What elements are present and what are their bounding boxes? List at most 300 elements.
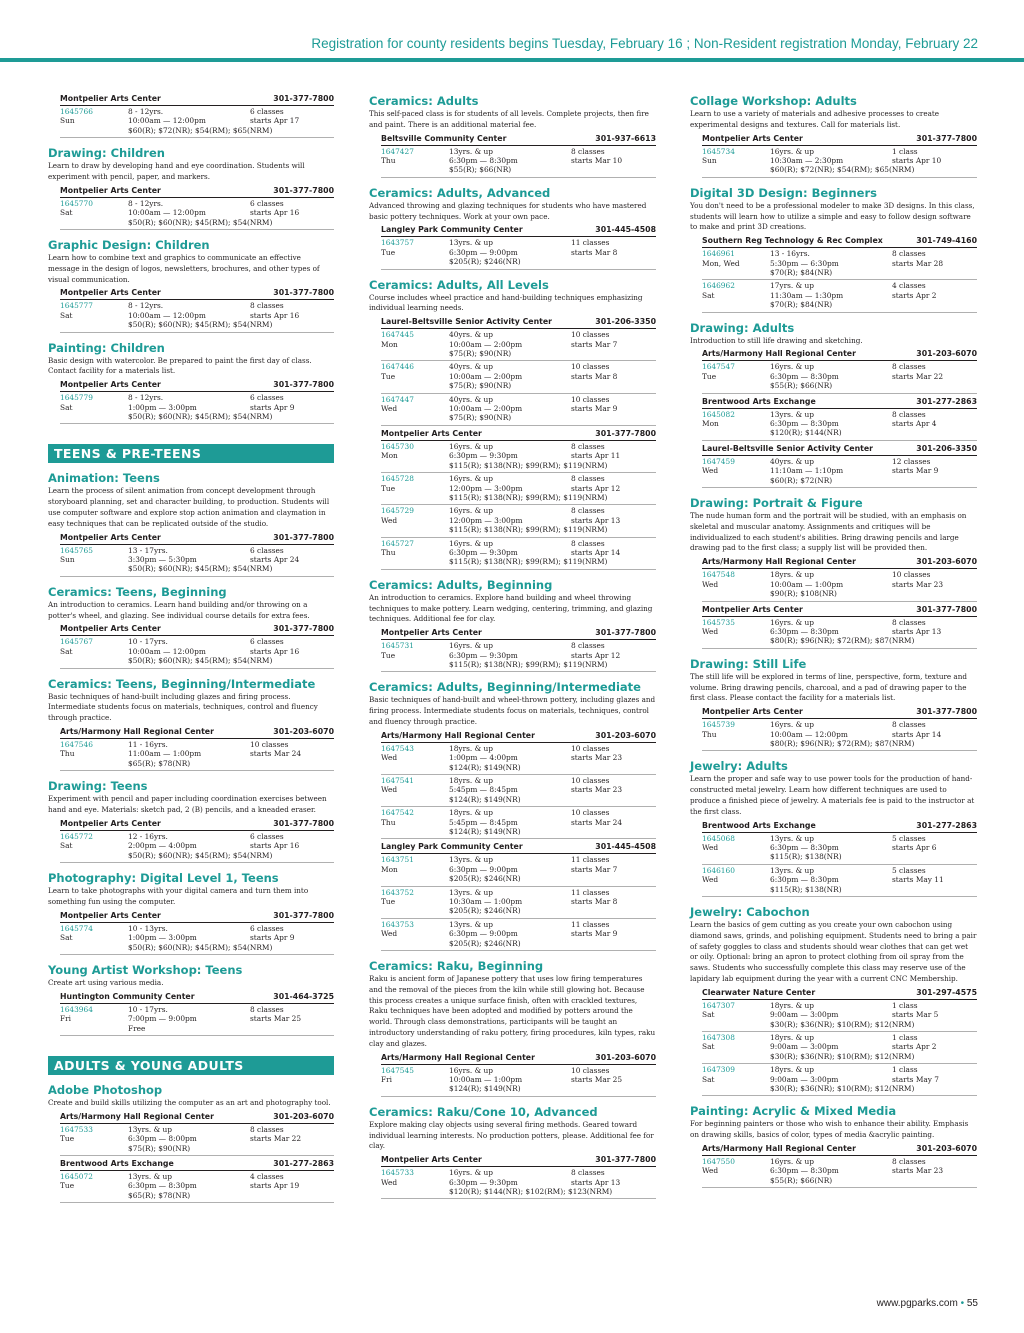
- session-time: 11:30am — 1:30pm: [770, 290, 844, 300]
- session-day: Tue: [60, 1181, 75, 1191]
- location-header: [381, 628, 656, 640]
- course-code[interactable]: 1645729: [381, 506, 414, 516]
- session-start: starts Mar 23: [892, 1166, 944, 1176]
- session-start: starts Apr 13: [571, 1177, 621, 1187]
- session-detail-cell: [770, 457, 892, 485]
- location-header: [381, 225, 656, 237]
- session-detail-cell: [449, 808, 571, 836]
- session-code-cell: [381, 238, 449, 266]
- session-ages: 40yrs. & up: [449, 330, 494, 340]
- session-detail-cell: [128, 1005, 250, 1033]
- session-code-cell: [60, 924, 128, 952]
- session-classes: 6 classes: [250, 198, 284, 208]
- session-code-cell: [60, 546, 128, 574]
- session-count-cell: [571, 362, 656, 390]
- course-code[interactable]: 1645766: [60, 107, 93, 116]
- session-row: [381, 329, 656, 361]
- session-classes: 8 classes: [571, 538, 605, 548]
- course-title: Graphic Design: Children: [48, 238, 210, 253]
- session-ages: 16yrs. & up: [449, 506, 494, 516]
- session-time: 10:00am — 12:00pm: [128, 116, 206, 126]
- course-block: [369, 1105, 656, 1200]
- course-code[interactable]: 1645082: [702, 409, 735, 419]
- course-title: Drawing: Children: [48, 146, 165, 161]
- session-fee: $124(R); $149(NR): [449, 762, 521, 772]
- location-header: [702, 821, 977, 833]
- session-fee: $65(R); $78(NR): [128, 1190, 191, 1200]
- location-phone: 301-203-6070: [916, 557, 977, 567]
- course-code[interactable]: 1645770: [60, 198, 93, 208]
- location-phone: 301-377-7800: [273, 818, 334, 828]
- course-code[interactable]: 1647550: [702, 1156, 735, 1166]
- session-start: starts Mar 23: [571, 753, 623, 763]
- course-title: Ceramics: Adults, All Levels: [369, 277, 549, 292]
- session-ages: 13yrs. & up: [449, 146, 494, 156]
- session-detail-cell: [128, 1125, 250, 1153]
- location-phone: 301-445-4508: [595, 225, 656, 235]
- session-day: Thu: [381, 547, 396, 557]
- course-title: Ceramics: Raku, Beginning: [369, 959, 544, 974]
- session-start: starts May 7: [892, 1074, 940, 1084]
- course-continued: [48, 94, 334, 138]
- location-header: [60, 992, 334, 1004]
- session-code-cell: [381, 442, 449, 470]
- session-day: Sat: [702, 1074, 715, 1084]
- course-code[interactable]: 1645730: [381, 441, 414, 451]
- session-fee: $205(R); $246(NR): [449, 257, 521, 267]
- course-block: [48, 471, 334, 576]
- session-row: [702, 1156, 977, 1188]
- session-count-cell: [571, 330, 656, 358]
- session-start: starts Mar 7: [571, 339, 618, 349]
- course-block: [48, 341, 334, 425]
- session-start: starts Mar 24: [250, 749, 302, 759]
- session-ages: 16yrs. & up: [770, 146, 815, 156]
- session-day: Wed: [381, 1177, 398, 1187]
- course-code[interactable]: 1645779: [60, 393, 93, 403]
- session-day: Tue: [381, 650, 396, 660]
- course-code[interactable]: 1647445: [381, 330, 414, 340]
- course-block: [48, 779, 334, 863]
- footer-separator: •: [960, 1298, 965, 1309]
- session-count-cell: [250, 1005, 334, 1033]
- course-description: Create and build skills utilizing the computer as an art and photography tool.: [48, 1097, 331, 1107]
- course-code[interactable]: 1645774: [60, 923, 93, 933]
- location-header: [60, 624, 334, 636]
- session-detail-cell: [449, 362, 571, 390]
- session-start: starts Mar 23: [892, 579, 944, 589]
- course-code[interactable]: 1645735: [702, 617, 735, 627]
- course-code[interactable]: 1647546: [60, 740, 93, 750]
- location-header: [702, 557, 977, 569]
- course-code[interactable]: 1645727: [381, 538, 414, 548]
- session-day: Wed: [702, 875, 719, 885]
- session-row: [381, 538, 656, 570]
- location-header: [702, 988, 977, 1000]
- session-ages: 13yrs. & up: [449, 887, 494, 897]
- session-time: 7:00pm — 9:00pm: [128, 1014, 197, 1024]
- location-name: Montpelier Arts Center: [702, 707, 803, 717]
- session-classes: 10 classes: [250, 740, 289, 750]
- location-phone: 301-377-7800: [273, 910, 334, 920]
- session-code-cell: [702, 1033, 770, 1061]
- session-time: 10:00am — 12:00pm: [128, 310, 206, 320]
- location-name: Montpelier Arts Center: [60, 532, 161, 542]
- session-start: starts Mar 28: [892, 258, 944, 268]
- session-start: starts Mar 8: [571, 371, 618, 381]
- session-day: Sat: [60, 208, 73, 218]
- session-row: [381, 237, 656, 269]
- session-start: starts Apr 9: [250, 402, 295, 412]
- session-detail-cell: [128, 1172, 250, 1200]
- session-code-cell: [381, 744, 449, 772]
- course-description: Explore making clay objects using several firing methods. Geared toward individual learning interests. No production potters, please. Additional fee for clay.: [369, 1119, 654, 1151]
- session-row: [60, 300, 334, 332]
- session-day: Tue: [381, 897, 396, 907]
- session-time: 6:30pm — 9:30pm: [449, 1177, 518, 1187]
- course-title: Ceramics: Adults, Advanced: [369, 185, 551, 200]
- session-classes: 8 classes: [571, 441, 605, 451]
- session-code-cell: [381, 776, 449, 804]
- session-classes: 8 classes: [571, 146, 605, 156]
- column-3: [690, 94, 977, 1188]
- session-row: [60, 831, 334, 863]
- session-row: [702, 456, 977, 488]
- session-code-cell: [381, 1168, 449, 1196]
- session-classes: 1 class: [892, 146, 918, 156]
- session-count-cell: [571, 395, 656, 423]
- session-fee: $65(R); $78(NR): [128, 758, 191, 768]
- session-code-cell: [702, 834, 770, 862]
- session-start: starts Apr 16: [250, 841, 300, 851]
- location-header: [702, 236, 977, 248]
- session-time: 5:45pm — 8:45pm: [449, 817, 518, 827]
- session-day: Tue: [702, 371, 717, 381]
- location-phone: 301-377-7800: [916, 133, 977, 143]
- session-ages: 13yrs. & up: [128, 1171, 173, 1181]
- session-day: Wed: [381, 929, 398, 939]
- session-start: starts Mar 5: [892, 1010, 939, 1020]
- session-time: 9:00am — 3:00pm: [770, 1042, 839, 1052]
- course-description: Learn to take photographs with your digital camera and turn them into something fun using the computer.: [48, 886, 309, 906]
- session-time: 6:30pm — 9:30pm: [449, 451, 518, 461]
- session-code-cell: [702, 249, 770, 277]
- location-name: Laurel-Beltsville Senior Activity Center: [702, 443, 873, 453]
- location-name: Montpelier Arts Center: [381, 628, 482, 638]
- session-day: Wed: [702, 842, 719, 852]
- location-name: Langley Park Community Center: [381, 842, 523, 852]
- session-fee: $50(R); $60(NR); $45(RM); $54(NRM): [128, 850, 273, 860]
- session-classes: 8 classes: [571, 474, 605, 484]
- course-code[interactable]: 1643753: [381, 919, 414, 929]
- session-count-cell: [571, 506, 656, 534]
- session-detail-cell: [449, 238, 571, 266]
- session-fee: $115(R); $138(NR); $99(RM); $119(NRM): [449, 525, 608, 535]
- course-code[interactable]: 1643757: [381, 238, 414, 248]
- session-ages: 8 - 12yrs.: [128, 301, 164, 311]
- location-name: Clearwater Nature Center: [702, 987, 816, 997]
- session-time: 9:00am — 3:00pm: [770, 1010, 839, 1020]
- session-day: Mon: [381, 451, 398, 461]
- session-start: starts Apr 2: [892, 290, 937, 300]
- session-count-cell: [892, 618, 977, 646]
- session-fee: Free: [128, 1023, 146, 1033]
- session-start: starts Mar 10: [571, 156, 623, 165]
- session-time: 5:45pm — 8:45pm: [449, 785, 518, 795]
- location-header: [60, 94, 334, 106]
- location-phone: 301-203-6070: [595, 730, 656, 740]
- session-ages: 13yrs. & up: [770, 865, 815, 875]
- section-heading: TEENS & PRE-TEENS: [48, 444, 334, 463]
- course-code[interactable]: 1645739: [702, 720, 735, 730]
- session-start: starts Mar 25: [250, 1014, 302, 1024]
- session-fee: $75(R); $90(NR): [449, 349, 512, 359]
- session-detail-cell: [449, 776, 571, 804]
- session-fee: $55(R); $66(NR): [770, 381, 833, 391]
- course-block: [369, 94, 656, 178]
- location-phone: 301-206-3350: [916, 443, 977, 453]
- location-phone: 301-277-2863: [916, 820, 977, 830]
- course-code[interactable]: 1645731: [381, 641, 414, 651]
- footer-url[interactable]: www.pgparks.com: [876, 1298, 958, 1309]
- page-number: 55: [966, 1298, 978, 1309]
- session-fee: $50(R); $60(NR); $45(RM); $54(NRM): [128, 942, 273, 952]
- session-count-cell: [250, 546, 334, 574]
- session-ages: 16yrs. & up: [770, 362, 815, 372]
- session-detail-cell: [770, 834, 892, 862]
- course-code[interactable]: 1647309: [702, 1065, 735, 1075]
- session-fee: $75(R); $90(NR): [449, 413, 512, 423]
- session-code-cell: [60, 1125, 128, 1153]
- session-count-cell: [250, 1125, 334, 1153]
- session-count-cell: [892, 1157, 977, 1185]
- location-phone: 301-377-7800: [595, 1155, 656, 1165]
- session-classes: 6 classes: [250, 923, 284, 933]
- session-time: 6:30pm — 9:30pm: [449, 547, 518, 557]
- location-header: [60, 1159, 334, 1171]
- session-count-cell: [892, 720, 977, 748]
- session-count-cell: [892, 147, 977, 175]
- course-code[interactable]: 1647541: [381, 775, 414, 785]
- session-time: 9:00am — 3:00pm: [770, 1074, 839, 1084]
- session-ages: 17yrs. & up: [770, 281, 815, 291]
- course-title: Ceramics: Teens, Beginning: [48, 584, 227, 599]
- course-description: Create art using various media.: [48, 977, 164, 987]
- session-time: 6:30pm — 8:30pm: [770, 626, 839, 636]
- session-day: Tue: [381, 371, 396, 381]
- location-header: [381, 134, 656, 146]
- course-code[interactable]: 1647545: [381, 1065, 414, 1075]
- session-detail-cell: [770, 362, 892, 390]
- session-fee: $60(R); $72(NR): [770, 475, 833, 485]
- course-description: Learn the process of silent animation from concept development through storyboard planning, set and character building, to production. Students will use computer software and explore stop action animation and claymation in easy techniques that can be replicated outside of the studio.: [48, 486, 330, 528]
- location-phone: 301-464-3725: [273, 991, 334, 1001]
- course-code[interactable]: 1645765: [60, 545, 93, 555]
- session-time: 10:00am — 2:00pm: [449, 404, 523, 414]
- session-day: Wed: [381, 404, 398, 414]
- course-code[interactable]: 1643751: [381, 855, 414, 865]
- course-code[interactable]: 1647427: [381, 146, 414, 156]
- course-block: [369, 959, 656, 1097]
- session-code-cell: [702, 618, 770, 646]
- location-phone: 301-377-7800: [273, 288, 334, 298]
- session-code-cell: [381, 362, 449, 390]
- session-day: Tue: [60, 1134, 75, 1144]
- session-time: 10:00am — 12:00pm: [128, 646, 206, 656]
- session-count-cell: [892, 457, 977, 485]
- session-day: Wed: [381, 785, 398, 795]
- session-row: [702, 865, 977, 897]
- location-phone: 301-377-7800: [916, 707, 977, 717]
- course-code[interactable]: 1647548: [702, 570, 735, 580]
- session-count-cell: [571, 920, 656, 948]
- session-time: 6:30pm — 8:00pm: [128, 1134, 197, 1144]
- session-ages: 40yrs. & up: [449, 362, 494, 372]
- course-code[interactable]: 1647542: [381, 808, 414, 818]
- session-ages: 8 - 12yrs.: [128, 198, 164, 208]
- location-phone: 301-377-7800: [595, 428, 656, 438]
- session-ages: 40yrs. & up: [770, 456, 815, 466]
- course-description: Experiment with pencil and paper including coordination exercises between hand and eye. Materials: sketch pad, 2 (B) pencils, and a kneaded eraser.: [48, 794, 327, 815]
- session-count-cell: [250, 832, 334, 860]
- session-time: 6:30pm — 8:30pm: [770, 842, 839, 852]
- session-ages: 16yrs. & up: [449, 538, 494, 548]
- location-name: Brentwood Arts Exchange: [702, 820, 816, 830]
- session-ages: 8 - 12yrs.: [128, 393, 164, 403]
- session-count-cell: [250, 107, 334, 135]
- course-title: Animation: Teens: [48, 471, 160, 486]
- course-code[interactable]: 1645068: [702, 833, 735, 843]
- session-detail-cell: [449, 395, 571, 423]
- session-time: 1:00pm — 3:00pm: [128, 402, 197, 412]
- course-description: This self-paced class is for students of all levels. Complete projects, then fire and paint. There is an additional material fee.: [369, 109, 649, 129]
- location-name: Langley Park Community Center: [381, 225, 523, 235]
- session-start: starts Apr 10: [892, 156, 942, 165]
- session-count-cell: [571, 474, 656, 502]
- course-code[interactable]: 1643964: [60, 1004, 93, 1014]
- course-code[interactable]: 1647533: [60, 1124, 93, 1134]
- course-description: Learn to draw by developing hand and eye coordination. Students will experiment with pencil, paper, and markers.: [48, 161, 305, 182]
- session-code-cell: [60, 832, 128, 860]
- course-code[interactable]: 1645072: [60, 1171, 93, 1181]
- session-row: [381, 854, 656, 886]
- course-code[interactable]: 1645772: [60, 831, 93, 841]
- session-day: Mon: [702, 419, 719, 429]
- course-code[interactable]: 1647547: [702, 362, 735, 372]
- course-code[interactable]: 1647543: [381, 743, 414, 753]
- session-fee: $115(R); $138(NR): [770, 852, 842, 862]
- course-code[interactable]: 1645728: [381, 474, 414, 484]
- location-name: Arts/Harmony Hall Regional Center: [60, 727, 214, 737]
- session-count-cell: [892, 362, 977, 390]
- session-code-cell: [702, 1001, 770, 1029]
- course-block: [369, 578, 656, 673]
- course-code[interactable]: 1647447: [381, 394, 414, 404]
- session-time: 6:30pm — 8:30pm: [770, 1166, 839, 1176]
- session-count-cell: [250, 199, 334, 227]
- course-description: Learn the proper and safe way to use power tools for the production of hand-constructed metal jewelry. Learn how different techniques are used to produce a finished piece of jewelry. A materials fee is paid to the instructor at the first class.: [690, 774, 975, 816]
- session-code-cell: [702, 147, 770, 175]
- course-code[interactable]: 1647307: [702, 1000, 735, 1010]
- course-code[interactable]: 1645734: [702, 146, 735, 156]
- session-start: starts Mar 25: [571, 1075, 623, 1085]
- session-time: 6:30pm — 9:30pm: [449, 650, 518, 660]
- session-fee: $115(R); $138(NR); $99(RM); $119(NRM): [449, 492, 608, 502]
- course-title: Drawing: Teens: [48, 779, 148, 794]
- course-block: [369, 278, 656, 570]
- session-row: [702, 569, 977, 601]
- session-time: 10:00am — 1:00pm: [770, 579, 844, 589]
- session-count-cell: [571, 147, 656, 175]
- session-row: [702, 409, 977, 441]
- session-detail-cell: [770, 249, 892, 277]
- session-row: [60, 636, 334, 668]
- session-count-cell: [892, 1065, 977, 1093]
- session-row: [702, 1032, 977, 1064]
- session-code-cell: [381, 330, 449, 358]
- session-count-cell: [892, 410, 977, 438]
- session-day: Wed: [702, 579, 719, 589]
- course-code[interactable]: 1645777: [60, 301, 93, 311]
- location-name: Montpelier Arts Center: [60, 94, 161, 103]
- location-header: [381, 1053, 656, 1065]
- course-code[interactable]: 1647308: [702, 1032, 735, 1042]
- session-code-cell: [702, 362, 770, 390]
- location-name: Montpelier Arts Center: [60, 380, 161, 390]
- course-code[interactable]: 1645767: [60, 637, 93, 647]
- course-title: Ceramics: Adults: [369, 94, 479, 108]
- session-count-cell: [892, 1001, 977, 1029]
- session-day: Thu: [702, 729, 717, 739]
- session-count-cell: [250, 637, 334, 665]
- session-start: starts Mar 22: [892, 371, 944, 381]
- location-name: Montpelier Arts Center: [60, 818, 161, 828]
- session-row: [381, 1167, 656, 1199]
- course-title: Ceramics: Adults, Beginning: [369, 577, 553, 592]
- course-code[interactable]: 1645733: [381, 1168, 414, 1178]
- session-classes: 5 classes: [892, 865, 926, 875]
- session-fee: $205(R); $246(NR): [449, 938, 521, 948]
- course-code[interactable]: 1647459: [702, 456, 735, 466]
- course-code[interactable]: 1646962: [702, 281, 735, 291]
- course-block: [690, 496, 977, 649]
- course-code[interactable]: 1646160: [702, 865, 735, 875]
- session-code-cell: [60, 1005, 128, 1033]
- session-ages: 18yrs. & up: [449, 743, 494, 753]
- session-row: [381, 887, 656, 919]
- session-start: starts Mar 8: [571, 897, 618, 907]
- course-block: [690, 94, 977, 178]
- course-code[interactable]: 1647446: [381, 362, 414, 372]
- session-time: 10:00am — 2:00pm: [449, 371, 523, 381]
- course-description: You don't need to be a professional modeler to make 3D designs. In this class, students will learn how to utilize a simple and easy to follow design software to make and print 3D creations.: [690, 200, 975, 232]
- session-fee: $124(R); $149(NR): [449, 794, 521, 804]
- course-block: [48, 871, 334, 955]
- location-name: Brentwood Arts Exchange: [702, 396, 816, 406]
- session-row: [702, 280, 977, 312]
- session-day: Sat: [702, 1010, 715, 1020]
- course-code[interactable]: 1646961: [702, 249, 735, 259]
- session-ages: 12 - 16yrs.: [128, 831, 168, 841]
- session-day: Sat: [60, 646, 73, 656]
- session-ages: 13 - 17yrs.: [128, 545, 168, 555]
- course-code[interactable]: 1643752: [381, 887, 414, 897]
- session-code-cell: [60, 393, 128, 421]
- session-row: [702, 248, 977, 280]
- session-ages: 18yrs. & up: [449, 775, 494, 785]
- session-fee: $90(R); $108(NR): [770, 589, 837, 599]
- column-1: [48, 94, 334, 1203]
